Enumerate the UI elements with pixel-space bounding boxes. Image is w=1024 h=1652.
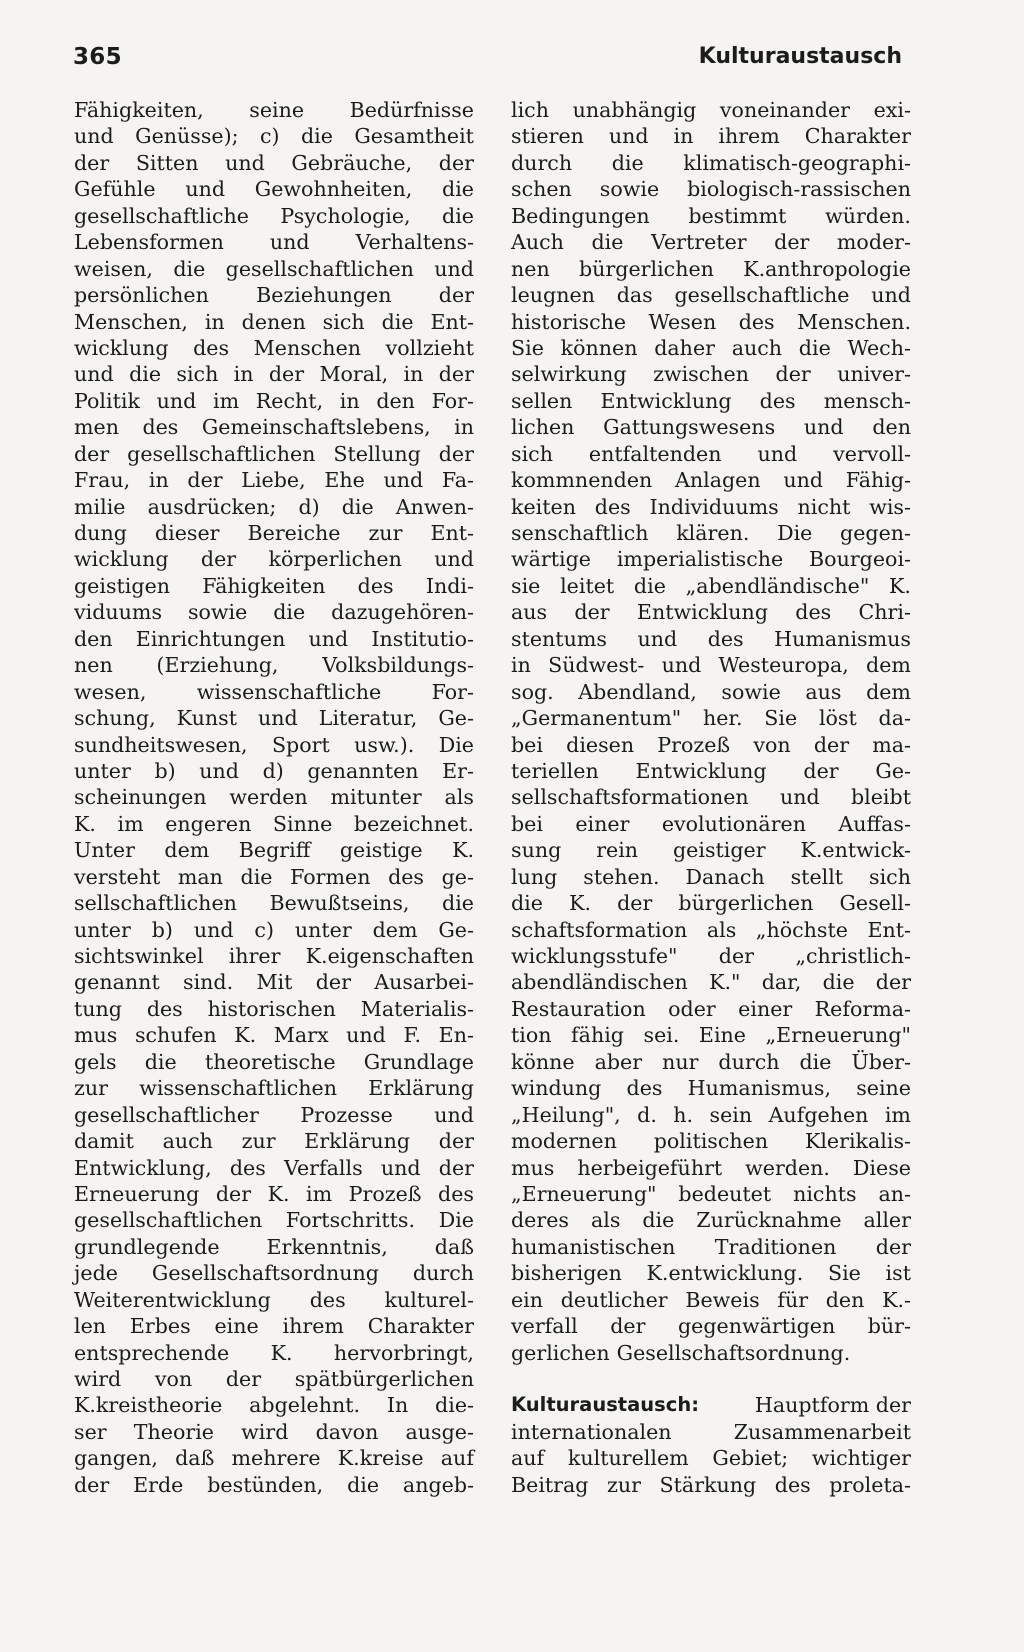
text-line: gesellschaftliche Psychologie, die <box>74 203 474 228</box>
text-line: der gesellschaftlichen Stellung der <box>74 441 474 466</box>
text-line: leugnen das gesellschaftliche und <box>511 283 911 308</box>
text-line: der Erde bestünden, die angeb- <box>74 1472 474 1497</box>
text-line: wicklungsstufe" der „christlich- <box>511 944 911 968</box>
text-line: ser Theorie wird davon ausge- <box>74 1419 474 1444</box>
text-line: sundheitswesen, Sport usw.). Die <box>74 732 474 757</box>
text-line: bisherigen K.entwicklung. Sie ist <box>511 1261 911 1286</box>
text-line: den Einrichtungen und Institutio- <box>74 626 474 651</box>
text-line: auf kulturellem Gebiet; wichtiger <box>511 1446 911 1471</box>
text-line: sich entfaltenden und vervoll- <box>511 441 911 466</box>
text-line: wicklung der körperlichen und <box>74 547 474 572</box>
text-line: milie ausdrücken; d) die Anwen- <box>74 494 474 519</box>
text-line: gels die theoretische Grundlage <box>74 1049 474 1074</box>
text-line: windung des Humanismus, seine <box>511 1076 911 1101</box>
text-line: sie leitet die „abendländische" K. <box>511 573 911 598</box>
text-line: keiten des Individuums nicht wis- <box>511 494 911 519</box>
text-line: durch die klimatisch-geographi- <box>511 150 911 175</box>
text-line: Politik und im Recht, in den For- <box>74 388 474 413</box>
text-line: gesellschaftlichen Fortschritts. Die <box>74 1208 474 1233</box>
text-line: modernen politischen Klerikalis- <box>511 1129 911 1154</box>
text-line: gangen, daß mehrere K.kreise auf <box>74 1446 474 1471</box>
text-line: jede Gesellschaftsordnung durch <box>74 1261 474 1286</box>
text-line: internationalen Zusammenarbeit <box>511 1419 911 1444</box>
text-line: stieren und in ihrem Charakter <box>511 124 911 149</box>
text-line: schaftsformation als „höchste Ent- <box>511 917 911 942</box>
page-number: 365 <box>73 44 122 70</box>
text-line: geistigen Fähigkeiten des Indi- <box>74 573 474 598</box>
text-line: dung dieser Bereiche zur Ent- <box>74 521 474 545</box>
text-line: ein deutlicher Beweis für den K.- <box>511 1287 911 1312</box>
right-text-column <box>511 97 911 1498</box>
text-line: und die sich in der Moral, in der <box>74 362 474 387</box>
text-line: nen (Erziehung, Volksbildungs- <box>74 653 474 678</box>
text-line: aus der Entwicklung des Chri- <box>511 600 911 625</box>
text-line: „Germanentum" her. Sie löst da- <box>511 706 911 731</box>
text-line: schung, Kunst und Literatur, Ge- <box>74 706 474 731</box>
text-line: bei diesen Prozeß von der ma- <box>511 732 911 757</box>
text-line: genannt sind. Mit der Ausarbei- <box>74 970 474 995</box>
text-line: Erneuerung der K. im Prozeß des <box>74 1181 474 1206</box>
text-line: selwirkung zwischen der univer- <box>511 362 911 387</box>
text-line: Restauration oder einer Reforma- <box>511 996 911 1021</box>
text-line: Menschen, in denen sich die Ent- <box>74 309 474 334</box>
text-line: zur wissenschaftlichen Erklärung <box>74 1076 474 1101</box>
text-line: senschaftlich klären. Die gegen- <box>511 521 911 545</box>
text-line: grundlegende Erkenntnis, daß <box>74 1234 474 1259</box>
text-line: tion fähig sei. Eine „Erneuerung" <box>511 1023 911 1048</box>
text-line: sog. Abendland, sowie aus dem <box>511 679 911 704</box>
text-line: gesellschaftlicher Prozesse und <box>74 1102 474 1127</box>
text-line: men des Gemeinschaftslebens, in <box>74 415 474 440</box>
text-line: Entwicklung, des Verfalls und der <box>74 1155 474 1180</box>
text-line: versteht man die Formen des ge- <box>74 864 474 889</box>
text-line: lung stehen. Danach stellt sich <box>511 864 911 889</box>
text-line: historische Wesen des Menschen. <box>511 309 911 334</box>
text-line: abendländischen K." dar, die der <box>511 970 911 995</box>
text-line: Lebensformen und Verhaltens- <box>74 230 474 255</box>
text-line: entsprechende K. hervorbringt, <box>74 1340 474 1365</box>
text-line: und Genüsse); c) die Gesamtheit <box>74 124 474 149</box>
running-head-keyword: Kulturaustausch <box>698 44 902 69</box>
text-line: sellen Entwicklung des mensch- <box>511 388 911 413</box>
text-line: sichtswinkel ihrer K.eigenschaften <box>74 944 474 968</box>
text-line: sellschaftsformationen und bleibt <box>511 785 911 810</box>
text-line: Weiterentwicklung des kulturel- <box>74 1287 474 1312</box>
text-line: len Erbes eine ihrem Charakter <box>74 1314 474 1339</box>
text-line: K. im engeren Sinne bezeichnet. <box>74 811 474 836</box>
text-line: weisen, die gesellschaftlichen und <box>74 256 474 281</box>
text-line: sung rein geistiger K.entwick- <box>511 838 911 863</box>
text-line: Frau, in der Liebe, Ehe und Fa- <box>74 468 474 493</box>
entry-term: Kulturaustausch: <box>511 1393 700 1417</box>
text-line: gerlichen Gesellschaftsordnung. <box>511 1340 851 1365</box>
text-line: könne aber nur durch die Über- <box>511 1049 911 1074</box>
entry-headline <box>511 1392 911 1418</box>
text-line: wicklung des Menschen vollzieht <box>74 335 474 360</box>
text-line: wesen, wissenschaftliche For- <box>74 679 474 704</box>
text-line: Sie können daher auch die Wech- <box>511 335 911 360</box>
text-line: tung des historischen Materialis- <box>74 996 474 1021</box>
text-line: „Heilung", d. h. sein Aufgehen im <box>511 1102 911 1127</box>
text-line: die K. der bürgerlichen Gesell- <box>511 891 911 916</box>
text-line: mus herbeigeführt werden. Diese <box>511 1155 911 1180</box>
text-line: bei einer evolutionären Auffas- <box>511 811 911 836</box>
text-line: lichen Gattungswesens und den <box>511 415 911 440</box>
text-line: scheinungen werden mitunter als <box>74 785 474 810</box>
text-line: schen sowie biologisch-rassischen <box>511 177 911 202</box>
text-line: verfall der gegenwärtigen bür- <box>511 1314 911 1339</box>
text-line: wird von der spätbürgerlichen <box>74 1367 474 1391</box>
text-line: stentums und des Humanismus <box>511 626 911 651</box>
text-line: persönlichen Beziehungen der <box>74 283 474 308</box>
text-line: Bedingungen bestimmt würden. <box>511 203 911 228</box>
text-line: K.kreistheorie abgelehnt. In die- <box>74 1393 474 1418</box>
text-line: damit auch zur Erklärung der <box>74 1129 474 1154</box>
text-line: viduums sowie die dazugehören- <box>74 600 474 625</box>
text-line: der Sitten und Gebräuche, der <box>74 150 474 175</box>
text-line: Beitrag zur Stärkung des proleta- <box>511 1472 911 1497</box>
text-line: Gefühle und Gewohnheiten, die <box>74 177 474 202</box>
text-line: kommnenden Anlagen und Fähig- <box>511 468 911 493</box>
text-line: Fähigkeiten, seine Bedürfnisse <box>74 98 474 122</box>
text-line: nen bürgerlichen K.anthropologie <box>511 256 911 281</box>
text-line: sellschaftlichen Bewußtseins, die <box>74 891 474 916</box>
entry-first-line-text: Hauptform der <box>754 1393 911 1418</box>
text-line: wärtige imperialistische Bourgeoi- <box>511 547 911 572</box>
text-line: unter b) und c) unter dem Ge- <box>74 917 474 942</box>
left-text-column <box>74 97 474 1498</box>
text-line: mus schufen K. Marx und F. En- <box>74 1023 474 1048</box>
text-line: in Südwest- und Westeuropa, dem <box>511 653 911 678</box>
text-line: unter b) und d) genannten Er- <box>74 758 474 783</box>
text-line: lich unabhängig voneinander exi- <box>511 98 911 122</box>
text-line: teriellen Entwicklung der Ge- <box>511 758 911 783</box>
text-line: „Erneuerung" bedeutet nichts an- <box>511 1181 911 1206</box>
text-line: Auch die Vertreter der moder- <box>511 230 911 255</box>
text-line: Unter dem Begriff geistige K. <box>74 838 474 863</box>
paragraph-gap <box>511 1366 911 1392</box>
text-line: deres als die Zurücknahme aller <box>511 1208 911 1233</box>
text-line: humanistischen Traditionen der <box>511 1234 911 1259</box>
